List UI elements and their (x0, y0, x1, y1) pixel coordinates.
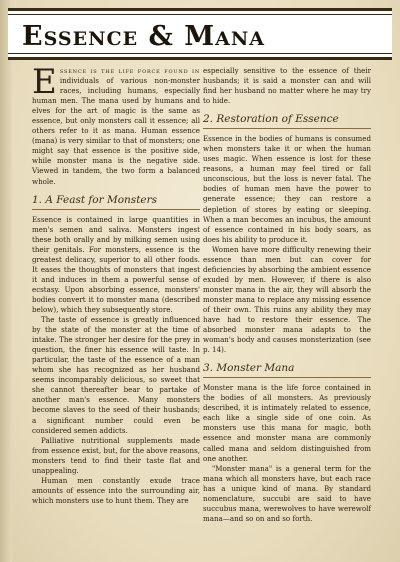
page-title: Essence & Mana (22, 21, 265, 52)
intro-paragraph (32, 62, 200, 187)
section-heading-feast: 1. A Feast for Monsters (32, 193, 200, 210)
feast-paragraph-3: Palliative nutritional supplements made from essence exist, but, for the above reasons, monsters tend to find their taste flat and unappealing. (32, 435, 200, 475)
intro-text: individuals of various non-monster races, including humans, especially human men. The mana used by humans and elves for the art of magic is the same as essence, but only monsters call it essence; all others refer to it as mana. Human essence (mana) is very similar to that of monsters; one might say that essence is the positive side, while monster mana is the negative side. Viewed in tandem, the two form a balanced whole. (32, 76, 200, 186)
restoration-paragraph-2: Women have more difficulty renewing their essence than men but can cover for deficiencies by absorbing the ambient essence exuded by men. However, if there is also monster mana in the air, they will absorb the monster mana to replace any missing essence of their own. This ruins any ability they may have had to restore their essence. The absorbed monster mana adapts to the woman's body and causes monsterization (see p. 14). (203, 244, 371, 355)
continued-paragraph: especially sensitive to the essence of their husbands; it is said a monster can and will find her husband no matter where he may try to hide. (203, 66, 371, 106)
monster-mana-paragraph-1: Monster mana is the life force contained in the bodies of all monsters. As previously described, it is intimately related to essence, each like a single side of one coin. As monsters use this mana for magic, both essence and monster mana are commonly called mana and seldom distinguished from one another. (203, 383, 371, 463)
section-heading-restoration: 2. Restoration of Essence (203, 112, 371, 129)
section-heading-monster-mana: 3. Monster Mana (203, 361, 371, 378)
title-banner (8, 8, 392, 60)
right-column (203, 66, 371, 524)
page-binding-edge (0, 0, 12, 562)
feast-paragraph-2: The taste of essence is greatly influenced by the state of the monster at the time of intake. The stronger her desire for the prey in question, the finer his essence will taste. In particular, the taste of the essence of a man whom she has recognized as her husband seems incomparably delicious, so sweet that she cannot thereafter bear to partake of another man's essence. Many monsters become slaves to the seed of their husbands; a significant number could even be considered semen addicts. (32, 315, 200, 435)
feast-paragraph-4: Human men constantly exude trace amounts of essence into the surrounding air, which monsters use to hunt them. They are (32, 475, 200, 505)
intro-small-caps: ssence is the life force found in (59, 66, 200, 75)
drop-cap: E (32, 62, 57, 102)
restoration-paragraph-1: Essence in the bodies of humans is consumed when monsters take it or when the human uses magic. When essence is lost for these reasons, a human may feel tired or fall unconscious, but the loss is never fatal. The bodies of human men have the power to generate essence; they can restore a depletion of stores by eating or sleeping. When a man becomes an incubus, the amount of essence contained in his body soars, as does his ability to produce it. (203, 134, 371, 244)
monster-mana-paragraph-2: "Monster mana" is a general term for the mana which all monsters have, but each race has a unique kind of mana. By standard nomenclature, succubi are said to have succubus mana, werewolves to have werewolf mana—and so on and so forth. (203, 463, 371, 523)
left-column (32, 62, 200, 506)
feast-paragraph-1: Essence is contained in large quantities in men's semen and saliva. Monsters ingest these both orally and by milking semen using their genitals. For monsters, essence is the greatest delicacy, superior to all other foods. It eases the thoughts of monsters that ingest it and induces in them a powerful sense of ecstasy. Upon absorbing essence, monsters' bodies convert it to monster mana (described below), which they subsequently store. (32, 214, 200, 314)
